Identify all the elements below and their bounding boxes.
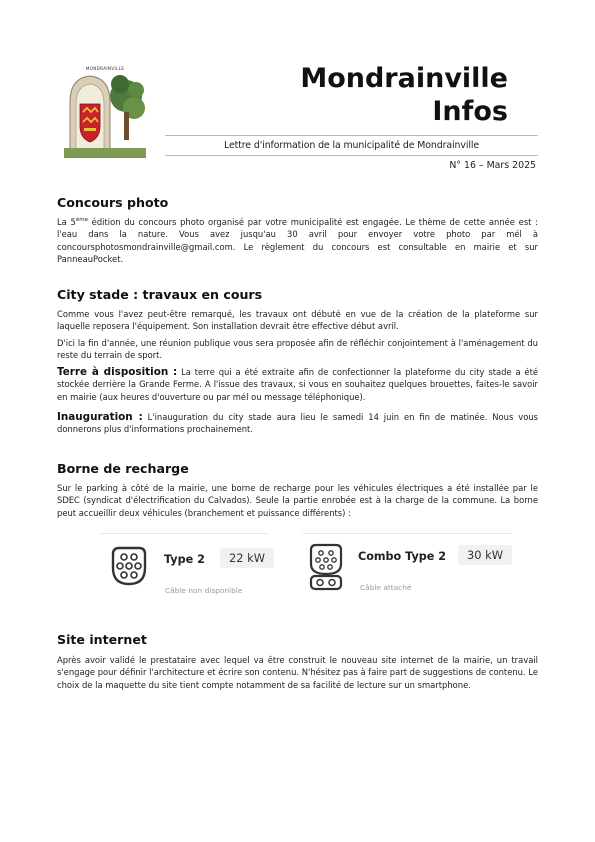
charger-note: Câble attaché bbox=[360, 583, 412, 592]
charger-name: Combo Type 2 bbox=[358, 550, 447, 563]
stade-paragraph-4 bbox=[57, 411, 538, 436]
issue-number: N° 16 – Mars 2025 bbox=[449, 160, 536, 171]
terre-label: Terre à disposition : bbox=[57, 366, 178, 378]
charger-combo-type2 bbox=[306, 542, 516, 602]
borne-paragraph: Sur le parking à côté de la mairie, une borne de recharge pour les véhicules électriques a été installée par le SDEC (syndicat d'électrification du Calvados). Seule la partie enrobée est à la charge de la commune. La borne peut accueillir deux véhicules (branchement et puissance différents) : bbox=[57, 483, 538, 518]
municipality-logo bbox=[64, 62, 146, 158]
photo-paragraph bbox=[57, 216, 538, 266]
charger-card-border-1 bbox=[100, 533, 268, 534]
charger-name: Type 2 bbox=[164, 553, 205, 566]
newsletter-title bbox=[300, 62, 508, 128]
stade-paragraph-3 bbox=[57, 366, 538, 403]
inauguration-text: L'inauguration du city stade aura lieu le samedi 14 juin en fin de matinée. Nous vous donnerons plus d'informations prochainement. bbox=[57, 412, 538, 435]
section-heading-borne: Borne de recharge bbox=[57, 461, 189, 476]
logo-text: MONDRAINVILLE bbox=[85, 66, 125, 71]
charger-note: Câble non disponible bbox=[165, 586, 243, 595]
stade-paragraph-2: D'ici la fin d'année, une réunion publique vous sera proposée afin de réfléchir conjointement à l'aménagement du reste du terrain de sport. bbox=[57, 338, 538, 361]
newsletter-subtitle: Lettre d'information de la municipalité de Mondrainville bbox=[223, 140, 480, 151]
stade-paragraph-1: Comme vous l'avez peut-être remarqué, les travaux ont débuté en vue de la création de la plateforme sur laquelle reposera l'équipement. Son installation devrait être effective début avril. bbox=[57, 309, 538, 332]
charger-power: 22 kW bbox=[220, 548, 274, 568]
photo-text-b: édition du concours photo organisé par votre municipalité est engagée. Le thème de cette année est : l'eau dans la nature. Vous avez jusqu'au 30 avril pour envoyer votre photo par mél à concoursphotosmondrainville@gmail.com. Le règlement du concours est consultable en mairie et sur PanneauPocket. bbox=[57, 217, 538, 265]
section-heading-site: Site internet bbox=[57, 632, 147, 647]
divider-bottom bbox=[165, 155, 538, 156]
inauguration-label: Inauguration : bbox=[57, 411, 143, 423]
photo-text-a: La 5 bbox=[57, 217, 76, 227]
charger-type2 bbox=[105, 542, 275, 602]
site-paragraph: Après avoir validé le prestataire avec lequel va être construit le nouveau site internet de la mairie, un travail s'engage pour définir l'architecture et écrire son contenu. N'hésitez pas à faire part de suggestions de contenu. Le choix de la maquette du site tient compte notamment de sa facilité de lecture sur un smartphone. bbox=[57, 655, 538, 690]
photo-superscript: ème bbox=[75, 217, 88, 223]
divider-top bbox=[165, 135, 538, 136]
charger-card-border-2 bbox=[302, 533, 512, 534]
combo-type2-plug-icon bbox=[306, 542, 346, 592]
terre-text: La terre qui a été extraite afin de confectionner la plateforme du city stade a été stockée derrière la Grande Ferme. A l'issue des travaux, si vous en souhaitez quelques brouettes, faites-le savoir en mairie (aux heures d'ouverture ou par mél ou message téléphonique). bbox=[57, 367, 539, 402]
section-heading-photo: Concours photo bbox=[57, 195, 169, 210]
section-heading-stade: City stade : travaux en cours bbox=[57, 287, 263, 302]
title-line-2: Infos bbox=[432, 96, 508, 127]
type2-plug-icon bbox=[105, 542, 153, 590]
title-line-1: Mondrainville bbox=[300, 63, 508, 94]
charger-power: 30 kW bbox=[458, 545, 512, 565]
